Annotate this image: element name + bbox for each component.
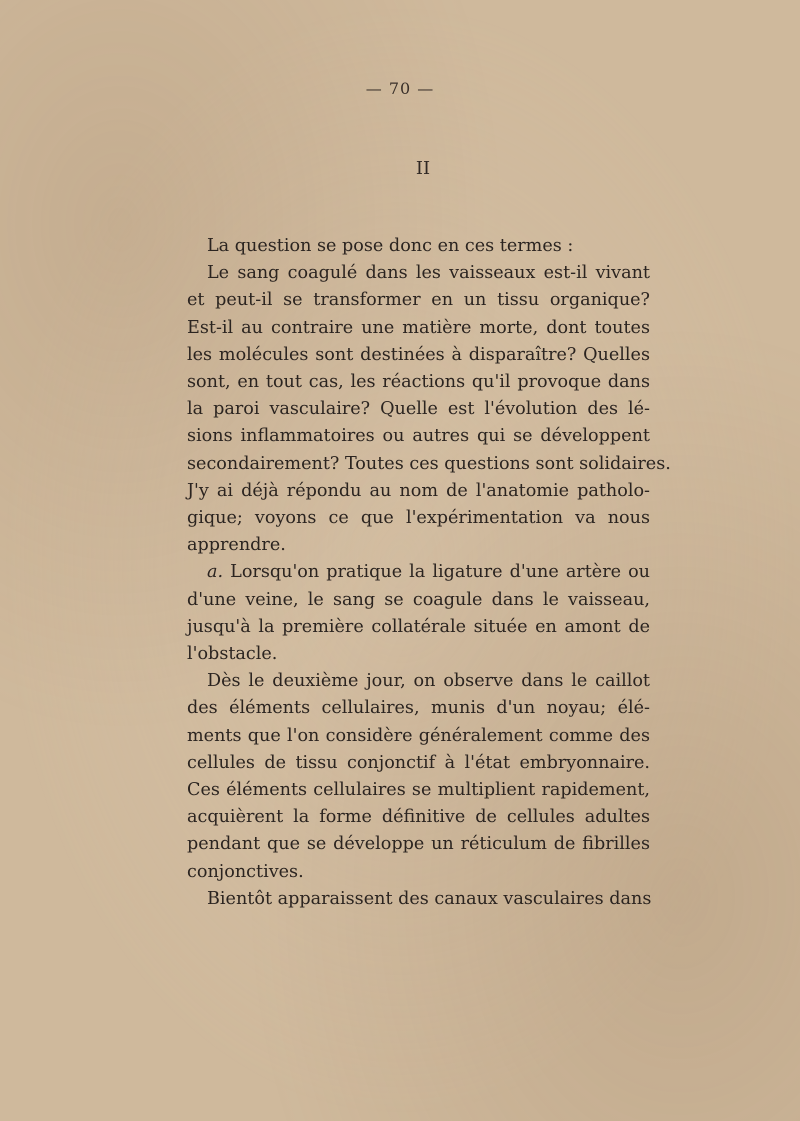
text-line: acquièrent la forme définitive de cellules adultes [187,807,650,828]
text-line: conjonctives. [187,861,304,882]
text-line: l'obstacle. [187,644,278,665]
paragraph-5 [187,886,650,913]
body-text [187,233,671,913]
text-line: Bientôt apparaissent des canaux vasculaires dans [207,888,652,909]
paragraph-1 [187,233,650,260]
text-line: Ces éléments cellulaires se multiplient rapidement, [187,780,650,801]
text-line: sions inflammatoires ou autres qui se développent [187,426,650,447]
text-line: sont, en tout cas, les réactions qu'il provoque dans [187,372,650,393]
text-line: Dès le deuxième jour, on observe dans le caillot [207,671,650,692]
text-line: jusqu'à la première collatérale située en amont de [187,616,650,637]
text-line: d'une veine, le sang se coagule dans le vaisseau, [187,589,650,610]
paragraph-2 [187,260,671,559]
text-line-content: Lorsqu'on pratique la ligature d'une artère ou [230,562,650,583]
text-line: secondairement? Toutes ces questions sont solidaires. [187,453,671,474]
text-line: la paroi vasculaire? Quelle est l'évolution des lé- [187,399,650,420]
text-line: Le sang coagulé dans les vaisseaux est-il vivant [207,263,650,284]
page-number: — 70 — [365,79,435,98]
text-line [187,559,650,586]
text-line: apprendre. [187,535,286,556]
text-line: cellules de tissu conjonctif à l'état embryonnaire. [187,752,650,773]
paragraph-marker: a. [207,562,224,583]
text-line: Est-il au contraire une matière morte, dont toutes [187,317,650,338]
text-line: La question se pose donc en ces termes : [207,236,574,256]
text-line: gique; voyons ce que l'expérimentation va nous [187,508,650,529]
text-line: ments que l'on considère généralement comme des [187,725,650,746]
paragraph-4 [187,668,650,886]
text-line: et peut-il se transformer en un tissu organique? [187,290,650,311]
text-line: les molécules sont destinées à disparaître? Quelles [187,344,650,365]
text-line: des éléments cellulaires, munis d'un noyau; élé- [187,698,650,719]
text-line: pendant que se développe un réticulum de fibrilles [187,834,650,855]
paragraph-3 [187,559,650,668]
text-line: J'y ai déjà répondu au nom de l'anatomie patholo- [187,480,650,501]
section-heading: II [415,158,431,179]
